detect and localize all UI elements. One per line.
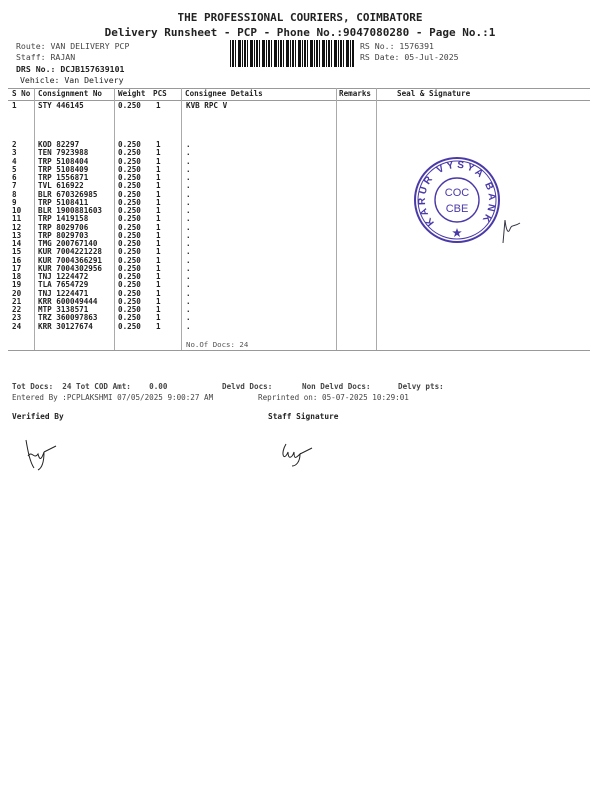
table-row: [0, 191, 600, 199]
row-consignee: .: [186, 148, 191, 158]
row-consignment-no: TEN 7923988: [38, 148, 89, 158]
verified-signature: [22, 438, 62, 472]
delvy-pts: Delvy pts:: [398, 382, 444, 391]
row-pcs: 1: [156, 164, 161, 174]
row-consignee: .: [186, 214, 191, 224]
row-consignment-no: TRP 5108404: [38, 156, 89, 166]
row-consignment-no: STY 446145: [38, 101, 84, 110]
row-pcs: 1: [156, 181, 161, 191]
row-sno: 3: [12, 148, 17, 158]
row-consignment-no: KRR 600049444: [38, 296, 98, 306]
row-consignment-no: TRZ 360097863: [38, 313, 98, 323]
row-sno: 14: [12, 239, 22, 248]
row-pcs: 1: [156, 156, 161, 166]
table-row: [0, 149, 600, 157]
row-sno: 16: [12, 255, 22, 265]
row-pcs: 1: [156, 263, 161, 273]
row-pcs: 1: [156, 140, 161, 149]
row-consignment-no: TRP 5108411: [38, 197, 89, 207]
row-weight: 0.250: [118, 222, 141, 232]
row-pcs: 1: [156, 173, 161, 182]
row-consignment-no: TRP 1419158: [38, 214, 89, 224]
row-pcs: 1: [156, 239, 161, 248]
row-pcs: 1: [156, 189, 161, 199]
row-sno: 4: [12, 156, 17, 166]
row-sno: 12: [12, 222, 22, 232]
row-consignment-no: KUR 7004221228: [38, 247, 103, 257]
rs-no: RS No.: 1576391: [360, 41, 434, 51]
table-bottom-border: [8, 350, 590, 351]
col-remarks: Remarks: [339, 89, 372, 98]
bank-stamp: [412, 155, 502, 245]
vehicle: Vehicle: Van Delivery: [20, 75, 124, 85]
row-sno: 8: [12, 189, 17, 199]
row-weight: 0.250: [118, 181, 141, 191]
col-sno: S No: [12, 89, 31, 98]
row-consignee: .: [186, 230, 191, 240]
rs-date: RS Date: 05-Jul-2025: [360, 52, 459, 62]
row-consignment-no: TLA 7654729: [38, 280, 89, 290]
col-weight: Weight: [118, 89, 146, 98]
row-consignee: .: [186, 156, 191, 166]
company-title: THE PROFESSIONAL COURIERS, COIMBATORE: [177, 11, 423, 24]
row-pcs: 1: [156, 230, 161, 240]
row-consignment-no: KUR 7004302956: [38, 263, 103, 273]
row-pcs: 1: [156, 214, 161, 224]
row-consignee: .: [186, 263, 191, 273]
row-weight: 0.250: [118, 263, 141, 273]
row-sno: 1: [12, 101, 17, 110]
row-sno: 18: [12, 272, 22, 281]
row-consignee: .: [186, 280, 191, 290]
col-consignee: Consignee Details: [185, 89, 263, 98]
row-weight: 0.250: [118, 272, 141, 281]
row-weight: 0.250: [118, 101, 141, 110]
row-consignment-no: TRP 5108409: [38, 164, 89, 174]
row-consignment-no: TRP 1556871: [38, 173, 89, 182]
row-consignee: .: [186, 239, 191, 248]
col-seal: Seal & Signature: [397, 89, 471, 98]
row-weight: 0.250: [118, 247, 141, 257]
row-consignee: .: [186, 189, 191, 199]
row-sno: 10: [12, 206, 22, 215]
row-sno: 15: [12, 247, 22, 257]
row-weight: 0.250: [118, 288, 141, 298]
row-sno: 21: [12, 296, 22, 306]
row-consignment-no: TRP 8029706: [38, 222, 89, 232]
staff: Staff: RAJAN: [16, 52, 76, 62]
row-weight: 0.250: [118, 189, 141, 199]
row-consignee: .: [186, 173, 191, 182]
row-weight: 0.250: [118, 305, 141, 314]
stamp-center-line2: CBE: [445, 203, 469, 215]
row-weight: 0.250: [118, 214, 141, 224]
row-weight: 0.250: [118, 255, 141, 265]
row-consignee: .: [186, 305, 191, 314]
row-consignment-no: TMG 200767140: [38, 239, 98, 248]
row-pcs: 1: [156, 313, 161, 323]
row-pcs: 1: [156, 197, 161, 207]
col-consignment: Consignment No: [38, 89, 103, 98]
row-weight: 0.250: [118, 296, 141, 306]
table-row: [0, 265, 600, 273]
row-consignment-no: BLR 1900881603: [38, 206, 103, 215]
table-row: [0, 102, 600, 110]
row-consignee: .: [186, 313, 191, 323]
table-row: [0, 273, 600, 281]
row-weight: 0.250: [118, 164, 141, 174]
table-row: [0, 166, 600, 174]
table-row: [0, 281, 600, 289]
row-consignment-no: TNJ 1224472: [38, 272, 89, 281]
row-pcs: 1: [156, 280, 161, 290]
row-sno: 11: [12, 214, 22, 224]
delvd-docs: Delvd Docs:: [222, 382, 273, 391]
row-weight: 0.250: [118, 148, 141, 158]
row-consignee: .: [186, 296, 191, 306]
row-consignee: .: [186, 164, 191, 174]
drs-no: DRS No.: DCJB157639101: [16, 64, 125, 74]
seal-signature: [500, 215, 525, 245]
row-weight: 0.250: [118, 230, 141, 240]
route: Route: VAN DELIVERY PCP: [16, 41, 130, 51]
staff-signature: [278, 438, 318, 468]
reprinted-on: Reprinted on: 05-07-2025 10:29:01: [258, 393, 409, 402]
row-pcs: 1: [156, 305, 161, 314]
row-consignee: .: [186, 288, 191, 298]
row-sno: 9: [12, 197, 17, 207]
table-header: [0, 90, 600, 98]
stamp-center-line1: COC: [444, 187, 470, 199]
row-sno: 22: [12, 305, 22, 314]
verified-by-label: Verified By: [12, 412, 64, 421]
row-weight: 0.250: [118, 280, 141, 290]
row-pcs: 1: [156, 101, 161, 110]
row-weight: 0.250: [118, 239, 141, 248]
row-consignee: .: [186, 247, 191, 257]
row-consignee: .: [186, 181, 191, 191]
table-row: [0, 174, 600, 182]
row-consignment-no: TNJ 1224471: [38, 288, 89, 298]
table-row: [0, 141, 600, 149]
row-pcs: 1: [156, 255, 161, 265]
row-consignee: .: [186, 140, 191, 149]
row-consignment-no: KRR 30127674: [38, 321, 93, 331]
no-of-docs: No.Of Docs: 24: [186, 340, 249, 349]
table-row: [0, 323, 600, 331]
row-consignee: .: [186, 206, 191, 215]
row-pcs: 1: [156, 272, 161, 281]
row-pcs: 1: [156, 148, 161, 158]
row-pcs: 1: [156, 247, 161, 257]
non-delvd-docs: Non Delvd Docs:: [302, 382, 371, 391]
row-consignee: .: [186, 197, 191, 207]
stamp-ring-text: KARUR VYSYA BANK: [416, 159, 498, 228]
row-pcs: 1: [156, 321, 161, 331]
row-weight: 0.250: [118, 313, 141, 323]
tot-cod: Tot COD Amt: 0.00: [76, 382, 168, 391]
row-consignment-no: KOD 82297: [38, 140, 80, 149]
row-sno: 5: [12, 164, 17, 174]
table-row: [0, 207, 600, 215]
row-sno: 7: [12, 181, 17, 191]
row-sno: 19: [12, 280, 22, 290]
row-pcs: 1: [156, 296, 161, 306]
row-consignee: .: [186, 272, 191, 281]
row-weight: 0.250: [118, 197, 141, 207]
row-consignment-no: MTP 3138571: [38, 305, 89, 314]
col-pcs: PCS: [153, 89, 167, 98]
entered-by: Entered By :PCPLAKSHMI 07/05/2025 9:00:27 AM: [12, 393, 214, 402]
row-sno: 24: [12, 321, 22, 331]
barcode: [230, 40, 355, 67]
row-consignee: .: [186, 255, 191, 265]
row-weight: 0.250: [118, 156, 141, 166]
row-sno: 6: [12, 173, 17, 182]
row-weight: 0.250: [118, 206, 141, 215]
row-weight: 0.250: [118, 173, 141, 182]
row-consignee: KVB RPC V: [186, 101, 228, 110]
row-sno: 2: [12, 140, 17, 149]
star-icon: [452, 228, 462, 237]
row-consignment-no: TVL 616922: [38, 181, 84, 191]
row-pcs: 1: [156, 222, 161, 232]
row-weight: 0.250: [118, 140, 141, 149]
tot-docs: Tot Docs: 24: [12, 382, 72, 391]
row-sno: 17: [12, 263, 22, 273]
row-weight: 0.250: [118, 321, 141, 331]
row-consignee: .: [186, 321, 191, 331]
row-consignment-no: TRP 8029703: [38, 230, 89, 240]
row-sno: 20: [12, 288, 22, 298]
table-header-border: [8, 100, 590, 101]
staff-signature-label: Staff Signature: [268, 412, 339, 421]
row-pcs: 1: [156, 206, 161, 215]
row-pcs: 1: [156, 288, 161, 298]
row-consignment-no: KUR 7004366291: [38, 255, 103, 265]
row-sno: 13: [12, 230, 22, 240]
table-row: [0, 158, 600, 166]
table-row: [0, 298, 600, 306]
row-sno: 23: [12, 313, 22, 323]
row-consignment-no: BLR 670326985: [38, 189, 98, 199]
runsheet-subtitle: Delivery Runsheet - PCP - Phone No.:9047080280 - Page No.:1: [104, 26, 496, 39]
row-consignee: .: [186, 222, 191, 232]
